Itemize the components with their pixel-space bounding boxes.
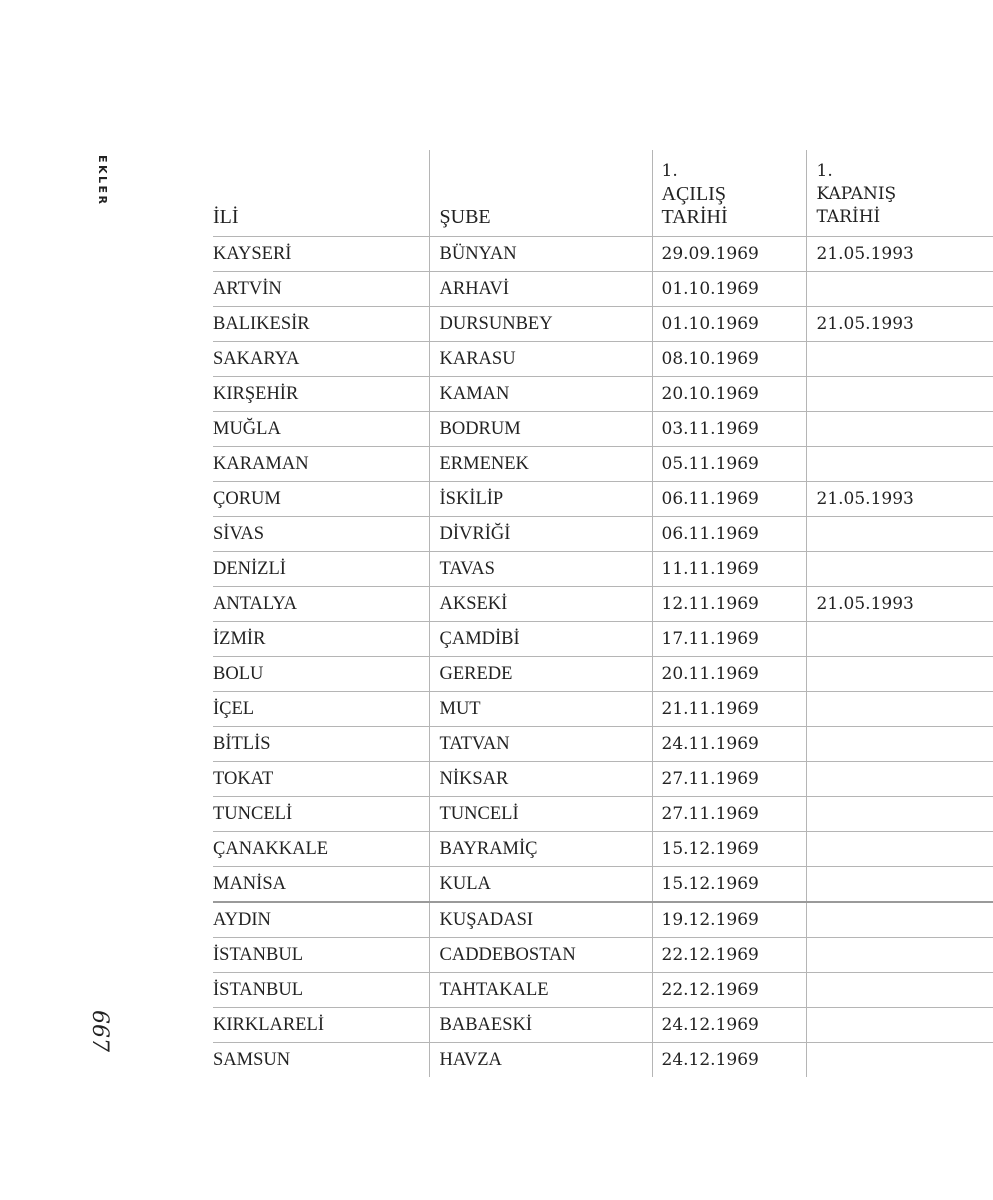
cell-kapanis-tarihi (806, 552, 993, 587)
table-row (213, 657, 993, 692)
cell-acilis-tarihi: 15.12.1969 (652, 867, 806, 903)
cell-sube: BABAESKİ (429, 1008, 652, 1043)
cell-kapanis-tarihi (806, 412, 993, 447)
cell-sube: GEREDE (429, 657, 652, 692)
cell-acilis-tarihi: 22.12.1969 (652, 973, 806, 1008)
table-row (213, 973, 993, 1008)
cell-kapanis-tarihi: 21.05.1993 (806, 587, 993, 622)
branch-table (213, 150, 993, 1077)
cell-kapanis-tarihi (806, 517, 993, 552)
branch-table-container (213, 150, 914, 1070)
cell-acilis-tarihi: 20.10.1969 (652, 377, 806, 412)
table-row (213, 938, 993, 973)
cell-sube: HAVZA (429, 1043, 652, 1078)
cell-kapanis-tarihi (806, 1043, 993, 1078)
cell-il: ANTALYA (213, 587, 429, 622)
cell-sube: BODRUM (429, 412, 652, 447)
cell-sube: NİKSAR (429, 762, 652, 797)
cell-acilis-tarihi: 27.11.1969 (652, 797, 806, 832)
cell-sube: MUT (429, 692, 652, 727)
cell-kapanis-tarihi (806, 973, 993, 1008)
cell-kapanis-tarihi (806, 342, 993, 377)
cell-sube: TAVAS (429, 552, 652, 587)
cell-acilis-tarihi: 15.12.1969 (652, 832, 806, 867)
cell-kapanis-tarihi (806, 692, 993, 727)
cell-sube: DİVRİĞİ (429, 517, 652, 552)
cell-il: MANİSA (213, 867, 429, 903)
cell-il: BALIKESİR (213, 307, 429, 342)
cell-sube: CADDEBOSTAN (429, 938, 652, 973)
cell-kapanis-tarihi (806, 762, 993, 797)
header-kapanis-line2: TARİHİ (816, 207, 881, 227)
table-row (213, 1008, 993, 1043)
cell-sube: KAMAN (429, 377, 652, 412)
table-row (213, 412, 993, 447)
cell-acilis-tarihi: 24.12.1969 (652, 1008, 806, 1043)
cell-acilis-tarihi: 01.10.1969 (652, 307, 806, 342)
cell-il: İÇEL (213, 692, 429, 727)
cell-acilis-tarihi: 19.12.1969 (652, 902, 806, 938)
cell-il: DENİZLİ (213, 552, 429, 587)
cell-il: KAYSERİ (213, 237, 429, 272)
cell-sube: ARHAVİ (429, 272, 652, 307)
cell-il: KIRKLARELİ (213, 1008, 429, 1043)
table-row (213, 902, 993, 938)
table-row (213, 447, 993, 482)
cell-kapanis-tarihi (806, 657, 993, 692)
cell-sube: İSKİLİP (429, 482, 652, 517)
header-sube: ŞUBE (429, 150, 652, 237)
cell-sube: BÜNYAN (429, 237, 652, 272)
table-row (213, 867, 993, 903)
header-il: İLİ (213, 150, 429, 237)
cell-acilis-tarihi: 24.12.1969 (652, 1043, 806, 1078)
cell-sube: KUŞADASI (429, 902, 652, 938)
cell-sube: BAYRAMİÇ (429, 832, 652, 867)
page-number: 667 (87, 1010, 112, 1052)
cell-sube: TATVAN (429, 727, 652, 762)
cell-il: MUĞLA (213, 412, 429, 447)
cell-acilis-tarihi: 05.11.1969 (652, 447, 806, 482)
table-row (213, 692, 993, 727)
section-label: EKLER (96, 155, 109, 207)
cell-kapanis-tarihi: 21.05.1993 (806, 237, 993, 272)
cell-sube: DURSUNBEY (429, 307, 652, 342)
cell-il: İSTANBUL (213, 973, 429, 1008)
cell-sube: KARASU (429, 342, 652, 377)
cell-il: AYDIN (213, 902, 429, 938)
header-acilis-number: 1. (661, 161, 678, 181)
cell-il: TOKAT (213, 762, 429, 797)
cell-acilis-tarihi: 03.11.1969 (652, 412, 806, 447)
table-row (213, 517, 993, 552)
table-row (213, 832, 993, 867)
table-row (213, 307, 993, 342)
cell-kapanis-tarihi (806, 867, 993, 903)
header-kapanis-line1: KAPANIŞ (816, 184, 897, 204)
cell-kapanis-tarihi (806, 832, 993, 867)
table-row (213, 727, 993, 762)
cell-acilis-tarihi: 17.11.1969 (652, 622, 806, 657)
cell-il: TUNCELİ (213, 797, 429, 832)
cell-il: KARAMAN (213, 447, 429, 482)
cell-kapanis-tarihi (806, 902, 993, 938)
cell-sube: AKSEKİ (429, 587, 652, 622)
table-row (213, 762, 993, 797)
cell-acilis-tarihi: 20.11.1969 (652, 657, 806, 692)
table-row (213, 622, 993, 657)
cell-kapanis-tarihi (806, 1008, 993, 1043)
cell-il: ÇANAKKALE (213, 832, 429, 867)
header-acilis-tarihi (652, 150, 806, 237)
header-acilis-line2: TARİHİ (661, 206, 728, 228)
cell-kapanis-tarihi (806, 377, 993, 412)
cell-sube: TAHTAKALE (429, 973, 652, 1008)
table-header-row (213, 150, 993, 237)
cell-il: KIRŞEHİR (213, 377, 429, 412)
cell-il: SİVAS (213, 517, 429, 552)
cell-sube: ÇAMDİBİ (429, 622, 652, 657)
table-row (213, 797, 993, 832)
header-acilis-line1: AÇILIŞ (661, 183, 726, 205)
cell-sube: TUNCELİ (429, 797, 652, 832)
cell-sube: KULA (429, 867, 652, 903)
cell-il: İZMİR (213, 622, 429, 657)
cell-acilis-tarihi: 11.11.1969 (652, 552, 806, 587)
cell-il: BOLU (213, 657, 429, 692)
cell-acilis-tarihi: 12.11.1969 (652, 587, 806, 622)
cell-acilis-tarihi: 24.11.1969 (652, 727, 806, 762)
cell-kapanis-tarihi (806, 447, 993, 482)
cell-kapanis-tarihi (806, 797, 993, 832)
table-row (213, 482, 993, 517)
header-kapanis-number: 1. (816, 161, 833, 181)
cell-il: ÇORUM (213, 482, 429, 517)
cell-acilis-tarihi: 06.11.1969 (652, 482, 806, 517)
cell-il: SAMSUN (213, 1049, 291, 1070)
table-body (213, 237, 993, 1078)
cell-il: İSTANBUL (213, 938, 429, 973)
cell-il: BİTLİS (213, 727, 429, 762)
cell-acilis-tarihi: 08.10.1969 (652, 342, 806, 377)
cell-kapanis-tarihi: 21.05.1993 (806, 482, 993, 517)
table-row (213, 587, 993, 622)
cell-acilis-tarihi: 22.12.1969 (652, 938, 806, 973)
cell-acilis-tarihi: 21.11.1969 (652, 692, 806, 727)
cell-kapanis-tarihi: 21.05.1993 (806, 307, 993, 342)
cell-kapanis-tarihi (806, 272, 993, 307)
table-row (213, 342, 993, 377)
cell-acilis-tarihi: 29.09.1969 (652, 237, 806, 272)
header-kapanis-tarihi (806, 150, 993, 237)
table-row (213, 1043, 993, 1078)
cell-il: ARTVİN (213, 272, 429, 307)
table-row (213, 377, 993, 412)
cell-acilis-tarihi: 01.10.1969 (652, 272, 806, 307)
table-row (213, 272, 993, 307)
cell-kapanis-tarihi (806, 938, 993, 973)
cell-kapanis-tarihi (806, 622, 993, 657)
cell-sube: ERMENEK (429, 447, 652, 482)
cell-il: SAKARYA (213, 342, 429, 377)
table-row (213, 552, 993, 587)
cell-acilis-tarihi: 06.11.1969 (652, 517, 806, 552)
cell-acilis-tarihi: 27.11.1969 (652, 762, 806, 797)
table-row (213, 237, 993, 272)
cell-kapanis-tarihi (806, 727, 993, 762)
